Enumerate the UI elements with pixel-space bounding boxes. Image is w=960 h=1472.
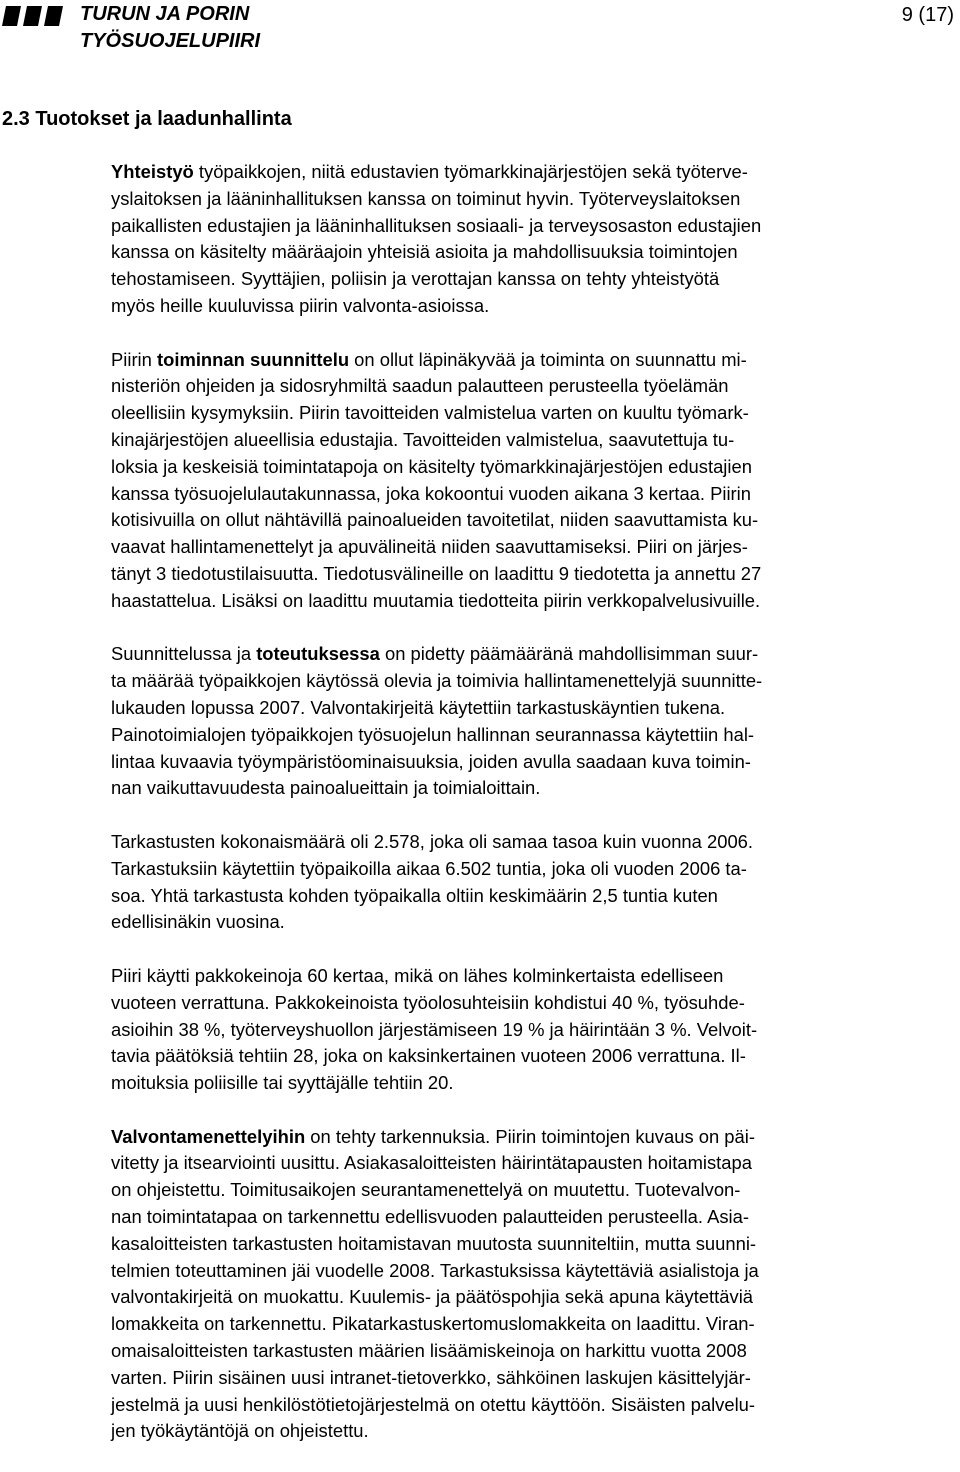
text-line xyxy=(111,239,931,266)
text-line xyxy=(111,1070,931,1097)
text-line xyxy=(111,695,931,722)
text-run: asioihin 38 %, työterveyshuollon järjestämiseen 19 % ja häirintään 3 %. Velvoit- xyxy=(111,1018,758,1040)
text-run: tänyt 3 tiedotustilaisuutta. Tiedotusvälineille on laadittu 9 tiedotetta ja annettu 27 xyxy=(111,562,762,584)
text-line xyxy=(111,856,931,883)
text-run: kasaloitteisten tarkastusten hoitamistavan muutosta suunniteltiin, mutta suunni- xyxy=(111,1232,757,1254)
text-run: ta määrää työpaikkojen käytössä olevia ja toimivia hallintamenettelyjä suunnitte- xyxy=(111,670,763,692)
text-run: nisteriön ohjeiden ja sidosryhmiltä saadun palautteen perusteella työelämän xyxy=(111,375,729,397)
text-run: omaisaloitteisten tarkastusten määrien lisäämiskeinoja on harkittu vuotta 2008 xyxy=(111,1340,747,1362)
organization-name-line2: TYÖSUOJELUPIIRI xyxy=(80,30,261,52)
text-run: telmien toteuttaminen jäi vuodelle 2008. Tarkastuksissa käytettäviä asialistoja ja xyxy=(111,1259,759,1281)
text-run: soa. Yhtä tarkastusta kohden työpaikalla oltiin keskimäärin 2,5 tuntia kuten xyxy=(111,884,718,906)
text-run: jestelmä ja uusi henkilöstötietojärjestelmä on otettu käyttöön. Sisäisten palvelu- xyxy=(111,1393,756,1415)
text-run: on pidetty päämääränä mahdollisimman suur- xyxy=(379,643,759,665)
text-line xyxy=(111,775,931,802)
text-run: Piirin xyxy=(111,348,157,370)
text-line xyxy=(111,347,931,374)
text-line xyxy=(111,641,931,668)
text-line xyxy=(111,1231,931,1258)
text-run: Tarkastusten kokonaismäärä oli 2.578, joka oli samaa tasoa kuin vuonna 2006. xyxy=(111,830,754,852)
text-line xyxy=(111,722,931,749)
text-line xyxy=(111,534,931,561)
text-line xyxy=(111,829,931,856)
text-run: on tehty tarkennuksia. Piirin toimintojen kuvaus on päi- xyxy=(305,1125,755,1147)
text-run: moituksia poliisille tai syyttäjälle tehtiin 20. xyxy=(111,1072,454,1094)
text-run: lomakkeita on tarkennettu. Pikatarkastuskertomuslomakkeita on laadittu. Viran- xyxy=(111,1313,755,1335)
organization-name-line1: TURUN JA PORIN xyxy=(80,3,250,25)
text-line xyxy=(111,507,931,534)
bold-term: toiminnan suunnittelu xyxy=(157,348,350,370)
text-run: oleellisiin kysymyksiin. Piirin tavoitteiden valmistelua varten on kuultu työmark- xyxy=(111,402,749,424)
text-line xyxy=(111,213,931,240)
text-line xyxy=(111,1258,931,1285)
text-run: työpaikkojen, niitä edustavien työmarkkinajärjestöjen sekä työterve- xyxy=(193,161,748,182)
text-line xyxy=(111,963,931,990)
bold-term: toteutuksessa xyxy=(256,643,380,665)
text-line xyxy=(111,186,931,213)
text-run: Painotoimialojen työpaikkojen työsuojelun hallinnan seurannassa käytettiin hal- xyxy=(111,723,755,745)
text-line xyxy=(111,1124,931,1151)
paragraph xyxy=(111,1124,931,1446)
text-line xyxy=(111,1392,931,1419)
text-run: kanssa työsuojelulautakunnassa, joka kokoontui vuoden aikana 3 kertaa. Piirin xyxy=(111,482,751,504)
text-run: kanssa on käsitelty määräajoin yhteisiä asioita ja mahdollisuuksia toimintojen xyxy=(111,241,738,263)
paragraph xyxy=(111,347,931,615)
text-line xyxy=(111,1043,931,1070)
text-run: nan vaikuttavuudesta painoalueittain ja toimialoittain. xyxy=(111,777,541,799)
text-run: edellisinäkin vuosina. xyxy=(111,911,285,933)
text-line xyxy=(111,266,931,293)
text-run: nan toimintatapaa on tarkennettu edellisvuoden palautteiden perusteella. Asia- xyxy=(111,1206,749,1228)
text-run: yslaitoksen ja lääninhallituksen kanssa on toiminut hyvin. Työterveyslaitoksen xyxy=(111,187,741,209)
page-number: 9 (17) xyxy=(901,4,954,26)
text-line xyxy=(111,1284,931,1311)
text-line xyxy=(111,293,931,320)
text-run: Piiri käytti pakkokeinoja 60 kertaa, mikä on lähes kolminkertaista edelliseen xyxy=(111,964,724,986)
text-line xyxy=(111,1150,931,1177)
text-run: tehostamiseen. Syyttäjien, poliisin ja verottajan kanssa on tehty yhteistyötä xyxy=(111,268,720,290)
text-line xyxy=(111,1204,931,1231)
text-run: vuoteen verrattuna. Pakkokeinoista työolosuhteisiin kohdistui 40 %, työsuhde- xyxy=(111,991,745,1013)
text-run: Suunnittelussa ja xyxy=(111,643,257,665)
three-stripe-logo-icon xyxy=(2,6,64,26)
text-run: varten. Piirin sisäinen uusi intranet-tietoverkko, sähköinen laskujen käsittelyjär- xyxy=(111,1366,751,1388)
text-line xyxy=(111,588,931,615)
text-line xyxy=(111,668,931,695)
bold-term: Yhteistyö xyxy=(111,161,194,182)
text-run: myös heille kuuluvissa piirin valvonta-asioissa. xyxy=(111,294,490,316)
bold-term: Valvontamenettelyihin xyxy=(111,1125,306,1147)
text-line xyxy=(111,1177,931,1204)
paragraph xyxy=(111,963,931,1097)
text-line xyxy=(111,909,931,936)
text-line xyxy=(111,400,931,427)
text-line xyxy=(111,1311,931,1338)
page-header xyxy=(0,0,960,60)
text-run: lukauden lopussa 2007. Valvontakirjeitä käytettiin tarkastuskäyntien tukena. xyxy=(111,696,726,718)
text-run: valvontakirjeitä on muokattu. Kuulemis- ja päätöspohjia sekä apuna käytettäviä xyxy=(111,1286,754,1308)
text-run: Tarkastuksiin käytettiin työpaikoilla aikaa 6.502 tuntia, joka oli vuoden 2006 ta- xyxy=(111,857,747,879)
text-line xyxy=(111,883,931,910)
text-line xyxy=(111,373,931,400)
text-line xyxy=(111,454,931,481)
text-line xyxy=(111,159,931,186)
paragraph xyxy=(111,159,931,320)
text-run: loksia ja keskeisiä toimintatapoja on käsitelty työmarkkinajärjestöjen edustajien xyxy=(111,455,752,477)
text-run: paikallisten edustajien ja lääninhallituksen sosiaali- ja terveysosaston edustajien xyxy=(111,214,762,236)
text-run: jen työkäytäntöjä on ohjeistettu. xyxy=(111,1420,369,1442)
text-run: lintaa kuvaavia työympäristöominaisuuksia, joiden avulla saadaan kuva toimin- xyxy=(111,750,751,772)
organization-name xyxy=(80,1,260,55)
section-title: 2.3 Tuotokset ja laadunhallinta xyxy=(2,108,292,130)
text-run: kinajärjestöjen alueellisia edustajia. Tavoitteiden valmistelua, saavutettuja tu- xyxy=(111,428,735,450)
text-line xyxy=(111,1418,931,1445)
text-run: on ohjeistettu. Toimitusaikojen seurantamenettelyä on muutettu. Tuotevalvon- xyxy=(111,1179,741,1201)
text-line xyxy=(111,1338,931,1365)
text-run: on ollut läpinäkyvää ja toiminta on suunnattu mi- xyxy=(349,348,747,370)
paragraph xyxy=(111,641,931,802)
text-line xyxy=(111,990,931,1017)
body-text xyxy=(111,159,931,1472)
paragraph xyxy=(111,829,931,936)
text-line xyxy=(111,427,931,454)
text-run: kotisivuilla on ollut nähtävillä painoalueiden tavoitetilat, niiden saavuttamista ku- xyxy=(111,509,759,531)
text-run: tavia päätöksiä tehtiin 28, joka on kaksinkertainen vuoteen 2006 verrattuna. Il- xyxy=(111,1045,746,1067)
text-run: vaavat hallintamenettelyt ja apuvälineitä niiden saavuttamiseksi. Piiri on järjes- xyxy=(111,536,748,558)
text-run: haastattelua. Lisäksi on laadittu muutamia tiedotteita piirin verkkopalvelusivuille. xyxy=(111,589,761,611)
text-line xyxy=(111,481,931,508)
text-line xyxy=(111,1017,931,1044)
text-line xyxy=(111,561,931,588)
text-line xyxy=(111,1365,931,1392)
text-line xyxy=(111,749,931,776)
text-run: vitetty ja itsearviointi uusittu. Asiakasaloitteisten häirintätapausten hoitamistapa xyxy=(111,1152,752,1174)
